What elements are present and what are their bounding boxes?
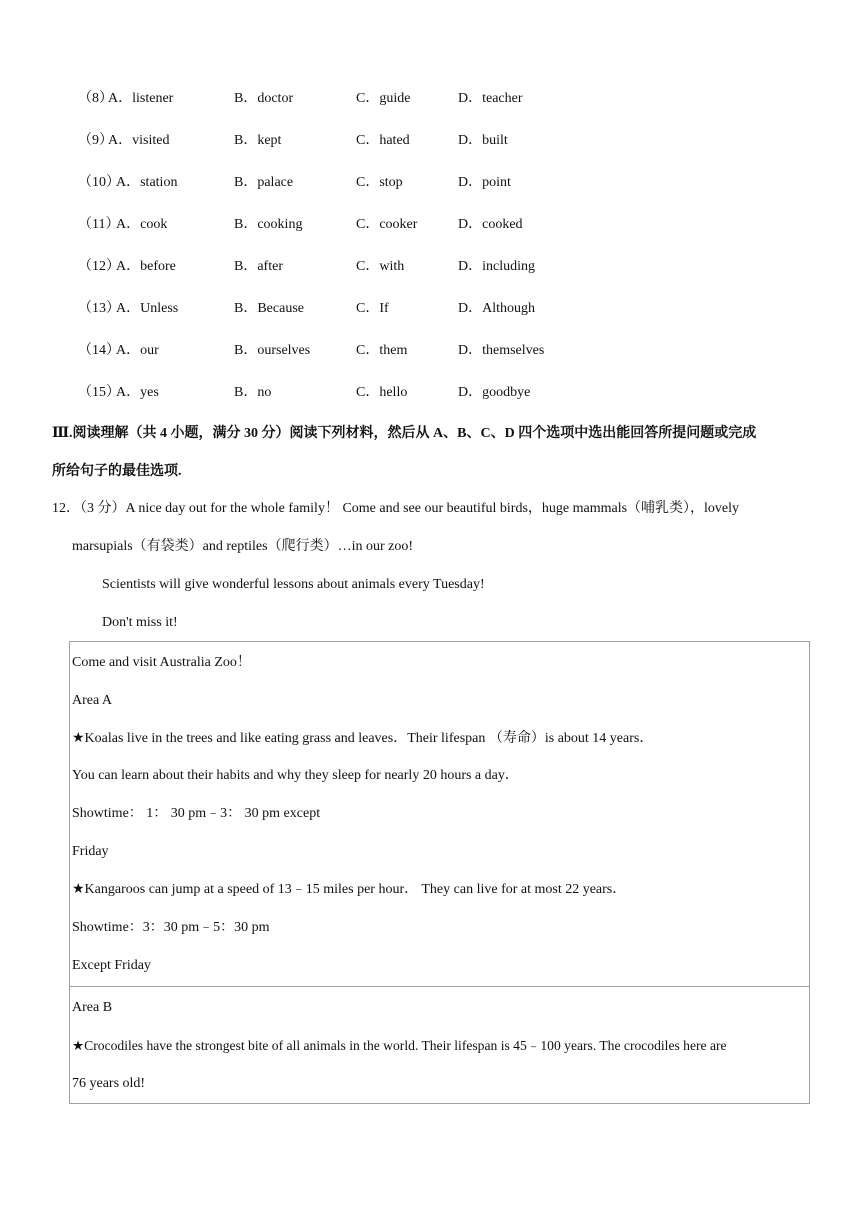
option-b: B．no — [234, 385, 272, 400]
question-text-cont: marsupials（有袋类）and reptiles（爬行类）…in our zoo! — [72, 539, 414, 554]
table-row-divider — [69, 986, 810, 987]
section-heading-cont: 所给句子的最佳选项. — [52, 464, 182, 479]
option-a-text: A．listener — [108, 91, 174, 106]
option-d: D．including — [458, 259, 535, 274]
table-cell-line: You can learn about their habits and why they sleep for nearly 20 hours a day． — [72, 768, 519, 783]
table-cell-line: Except Friday — [72, 958, 151, 973]
table-cell-line: Come and visit Australia Zoo！ — [72, 655, 251, 670]
option-d: D．built — [458, 133, 508, 148]
question-note-2: Don't miss it! — [102, 615, 178, 630]
option-a: （8） — [78, 91, 113, 106]
option-a-text: A．visited — [108, 133, 170, 148]
option-num: （10） — [78, 175, 120, 190]
option-c: C．stop — [356, 175, 403, 190]
option-c: C．guide — [356, 91, 411, 106]
option-a-text: A．yes — [116, 385, 159, 400]
option-d: D．Although — [458, 301, 535, 316]
option-a-text: A．Unless — [116, 301, 179, 316]
table-cell-line: Area B — [72, 1000, 113, 1015]
option-b: B．Because — [234, 301, 304, 316]
option-d: D．cooked — [458, 217, 523, 232]
table-cell-line: ★Koalas live in the trees and like eating grass and leaves．Their lifespan （寿命）is about 14 years． — [72, 731, 654, 746]
option-a-text: A．station — [116, 175, 178, 190]
table-cell-line: Showtime： 1： 30 pm﹣3： 30 pm except — [72, 806, 321, 821]
info-table — [69, 641, 810, 1104]
option-d: D．themselves — [458, 343, 545, 358]
option-a-text: A．our — [116, 343, 159, 358]
table-cell-line: Showtime：3：30 pm﹣5：30 pm — [72, 920, 270, 935]
table-cell-line: ★Kangaroos can jump at a speed of 13﹣15 miles per hour． They can live for at most 22 years． — [72, 882, 627, 897]
option-c: C．If — [356, 301, 389, 316]
question-note: Scientists will give wonderful lessons about animals every Tuesday! — [102, 577, 485, 592]
option-b: B．cooking — [234, 217, 303, 232]
option-b: B．after — [234, 259, 283, 274]
option-num: （13） — [78, 301, 120, 316]
option-a-text: A．cook — [116, 217, 168, 232]
table-cell-line: Area A — [72, 693, 113, 708]
option-num: （12） — [78, 259, 120, 274]
option-a-text: A．before — [116, 259, 176, 274]
option-c: C．hated — [356, 133, 410, 148]
option-d: D．goodbye — [458, 385, 531, 400]
option-d: D．teacher — [458, 91, 523, 106]
option-num: （11） — [78, 217, 120, 232]
option-num: （15） — [78, 385, 120, 400]
option-c: C．them — [356, 343, 408, 358]
option-c: C．hello — [356, 385, 408, 400]
section-heading: Ⅲ.阅读理解（共 4 小题，满分 30 分）阅读下列材料，然后从 A、B、C、D 四个选项中选出能回答所提问题或完成 — [52, 426, 757, 441]
option-b: B．palace — [234, 175, 294, 190]
option-c: C．cooker — [356, 217, 418, 232]
option-num: （9） — [78, 133, 113, 148]
table-cell-line: 76 years old! — [72, 1076, 146, 1091]
option-c: C．with — [356, 259, 405, 274]
table-cell-line: ★Crocodiles have the strongest bite of all animals in the world. Their lifespan is 45﹣100 years. The crocodiles here are — [72, 1038, 727, 1053]
option-b: B．ourselves — [234, 343, 311, 358]
question-text: 12．（3 分）A nice day out for the whole family！ Come and see our beautiful birds，huge mammals（哺乳类），lovely — [52, 501, 740, 516]
table-cell-line: Friday — [72, 844, 109, 859]
option-b: B．doctor — [234, 91, 294, 106]
option-num: （14） — [78, 343, 120, 358]
option-b: B．kept — [234, 133, 282, 148]
option-d: D．point — [458, 175, 511, 190]
